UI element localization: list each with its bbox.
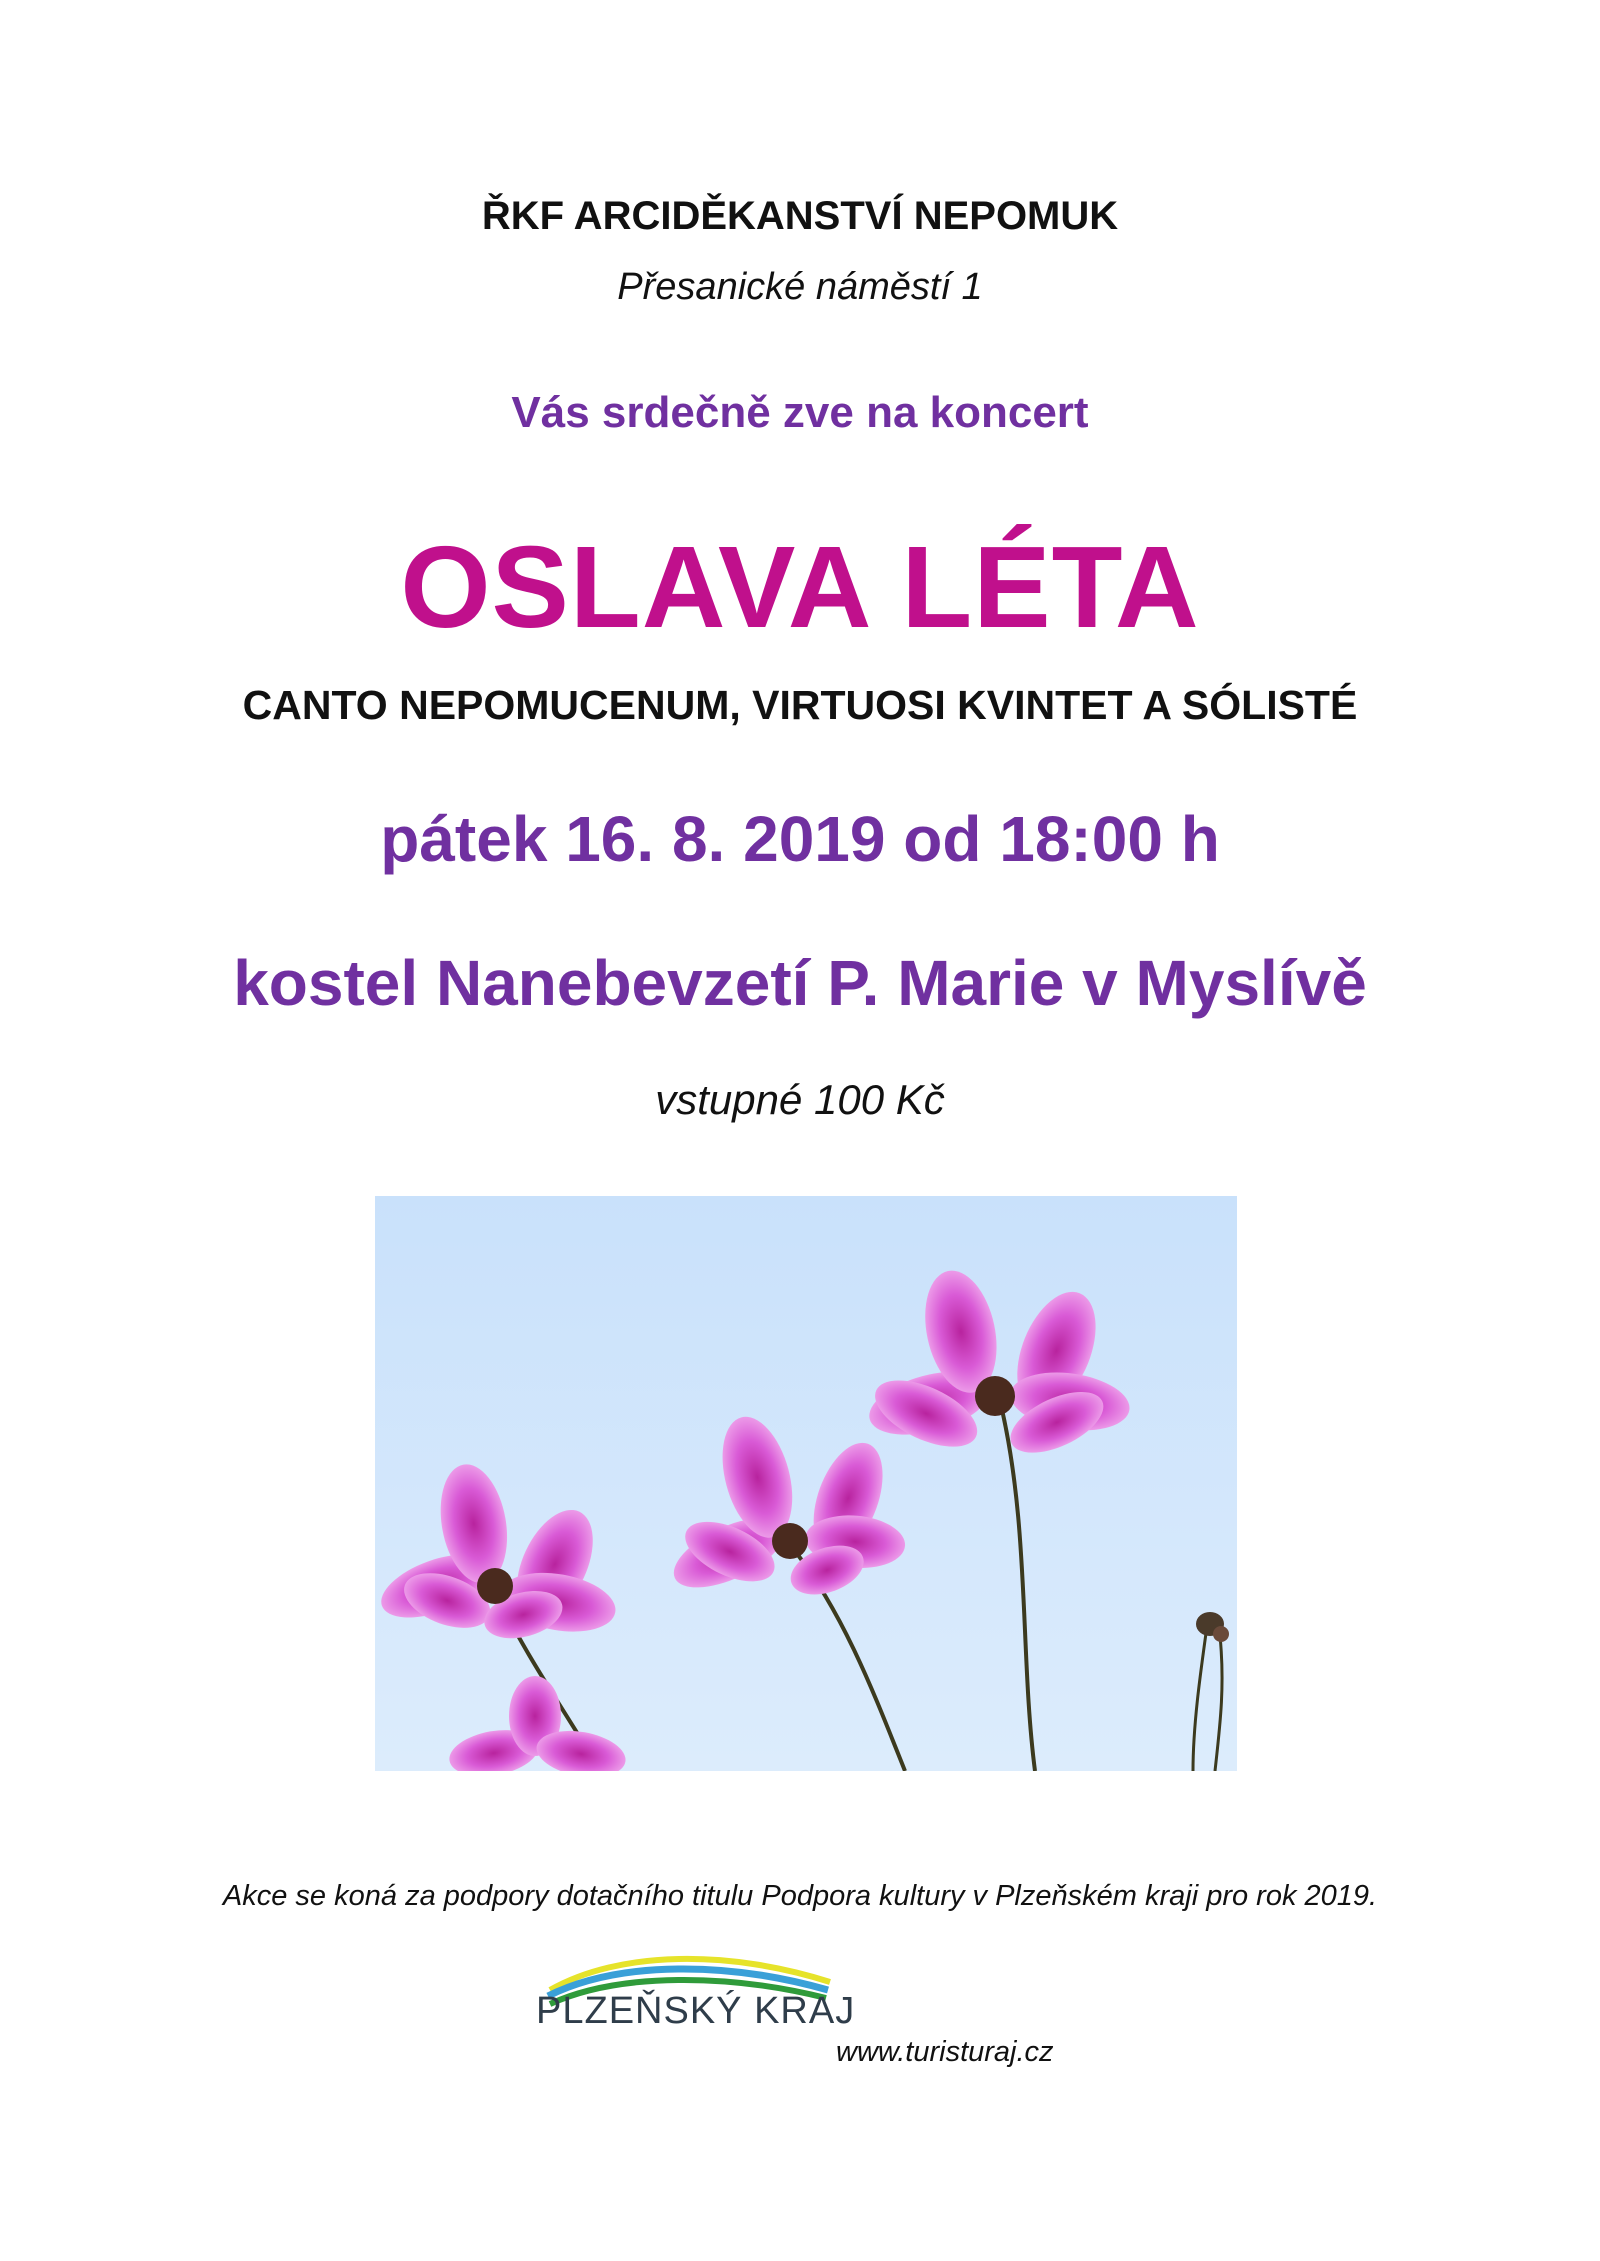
logo-text: PLZEŇSKÝ KRAJ <box>536 1990 856 2032</box>
flower-photo <box>375 1196 1237 1771</box>
event-venue: kostel Nanebevzetí P. Marie v Myslívě <box>233 947 1367 1019</box>
invitation-text: Vás srdečně zve na koncert <box>511 388 1089 437</box>
concert-title: OSLAVA LÉTA <box>400 522 1200 652</box>
event-datetime: pátek 16. 8. 2019 od 18:00 h <box>380 803 1220 875</box>
sponsor-note: Akce se koná za podpory dotačního titulu Podpora kultury v Plzeňském kraji pro rok 2019. <box>222 1880 1378 1912</box>
performers: CANTO NEPOMUCENUM, VIRTUOSI KVINTET A SÓLISTÉ <box>242 682 1358 728</box>
admission-price: vstupné 100 Kč <box>655 1076 945 1123</box>
organizer-name: ŘKF ARCIDĚKANSTVÍ NEPOMUK <box>481 194 1119 238</box>
organizer-address: Přesanické náměstí 1 <box>617 266 983 308</box>
website-url[interactable]: www.turisturaj.cz <box>836 2036 1054 2068</box>
